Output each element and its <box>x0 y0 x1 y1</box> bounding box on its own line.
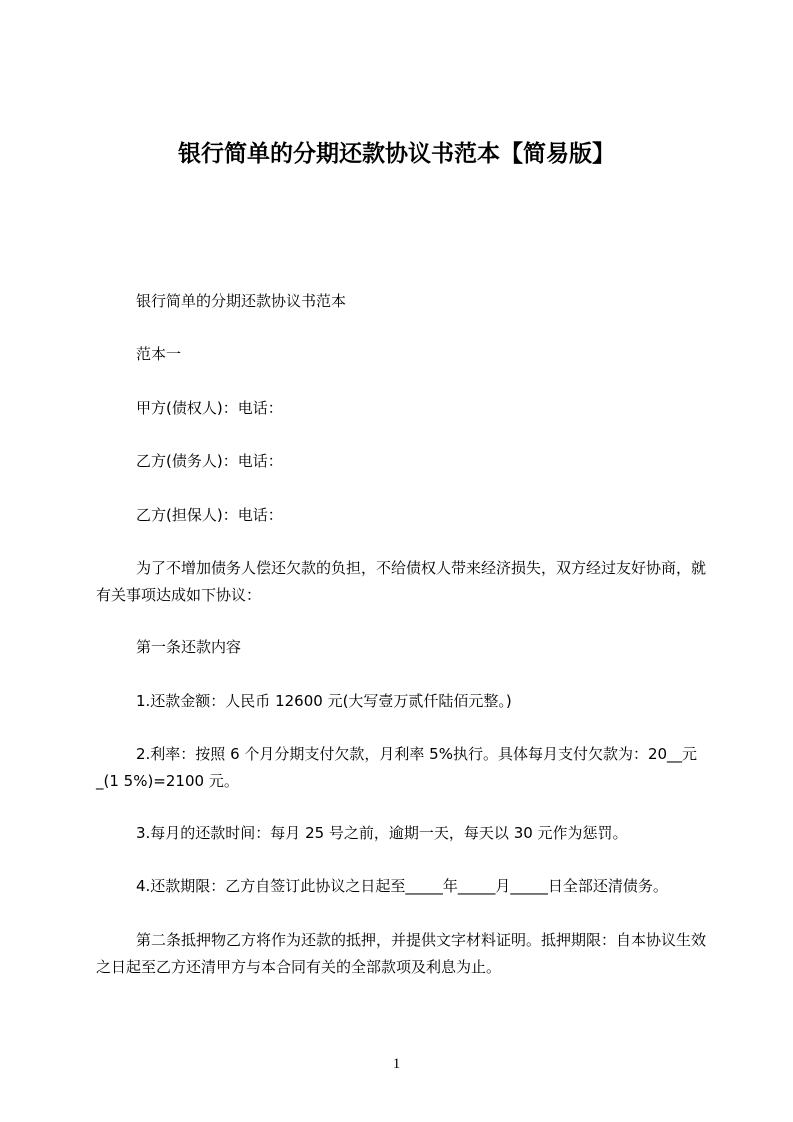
clause-repayment-term: 4.还款期限：乙方自签订此协议之日起至_____年_____月_____日全部还清债务。 <box>136 877 668 895</box>
article-2-collateral: 第二条抵押物乙方将作为还款的抵押，并提供文字材料证明。抵押期限：自本协议生效之日起至乙方还清甲方与本合同有关的全部款项及利息为止。 <box>96 931 707 976</box>
preamble-paragraph: 为了不增加债务人偿还欠款的负担，不给债权人带来经济损失，双方经过友好协商，就有关事项达成如下协议： <box>96 559 707 604</box>
clause-monthly-due-date: 3.每月的还款时间：每月 25 号之前，逾期一天，每天以 30 元作为惩罚。 <box>136 824 628 842</box>
article-1-heading: 第一条还款内容 <box>136 638 242 656</box>
party-a-line: 甲方(债权人)：电话： <box>136 399 283 417</box>
party-b-guarantor-line: 乙方(担保人)：电话： <box>136 506 283 524</box>
page-number: 1 <box>392 1056 401 1072</box>
subtitle: 银行简单的分期还款协议书范本 <box>136 292 347 310</box>
party-b-debtor-line: 乙方(债务人)：电话： <box>136 452 283 470</box>
document-title: 银行简单的分期还款协议书范本【简易版】 <box>178 141 615 167</box>
clause-interest-rate: 2.利率：按照 6 个月分期支付欠款，月利率 5%执行。具体每月支付欠款为：20__元_(1 5%)=2100 元。 <box>96 745 698 790</box>
template-label: 范本一 <box>136 345 182 363</box>
clause-repayment-amount: 1.还款金额：人民币 12600 元(大写壹万贰仟陆佰元整。) <box>136 692 512 710</box>
